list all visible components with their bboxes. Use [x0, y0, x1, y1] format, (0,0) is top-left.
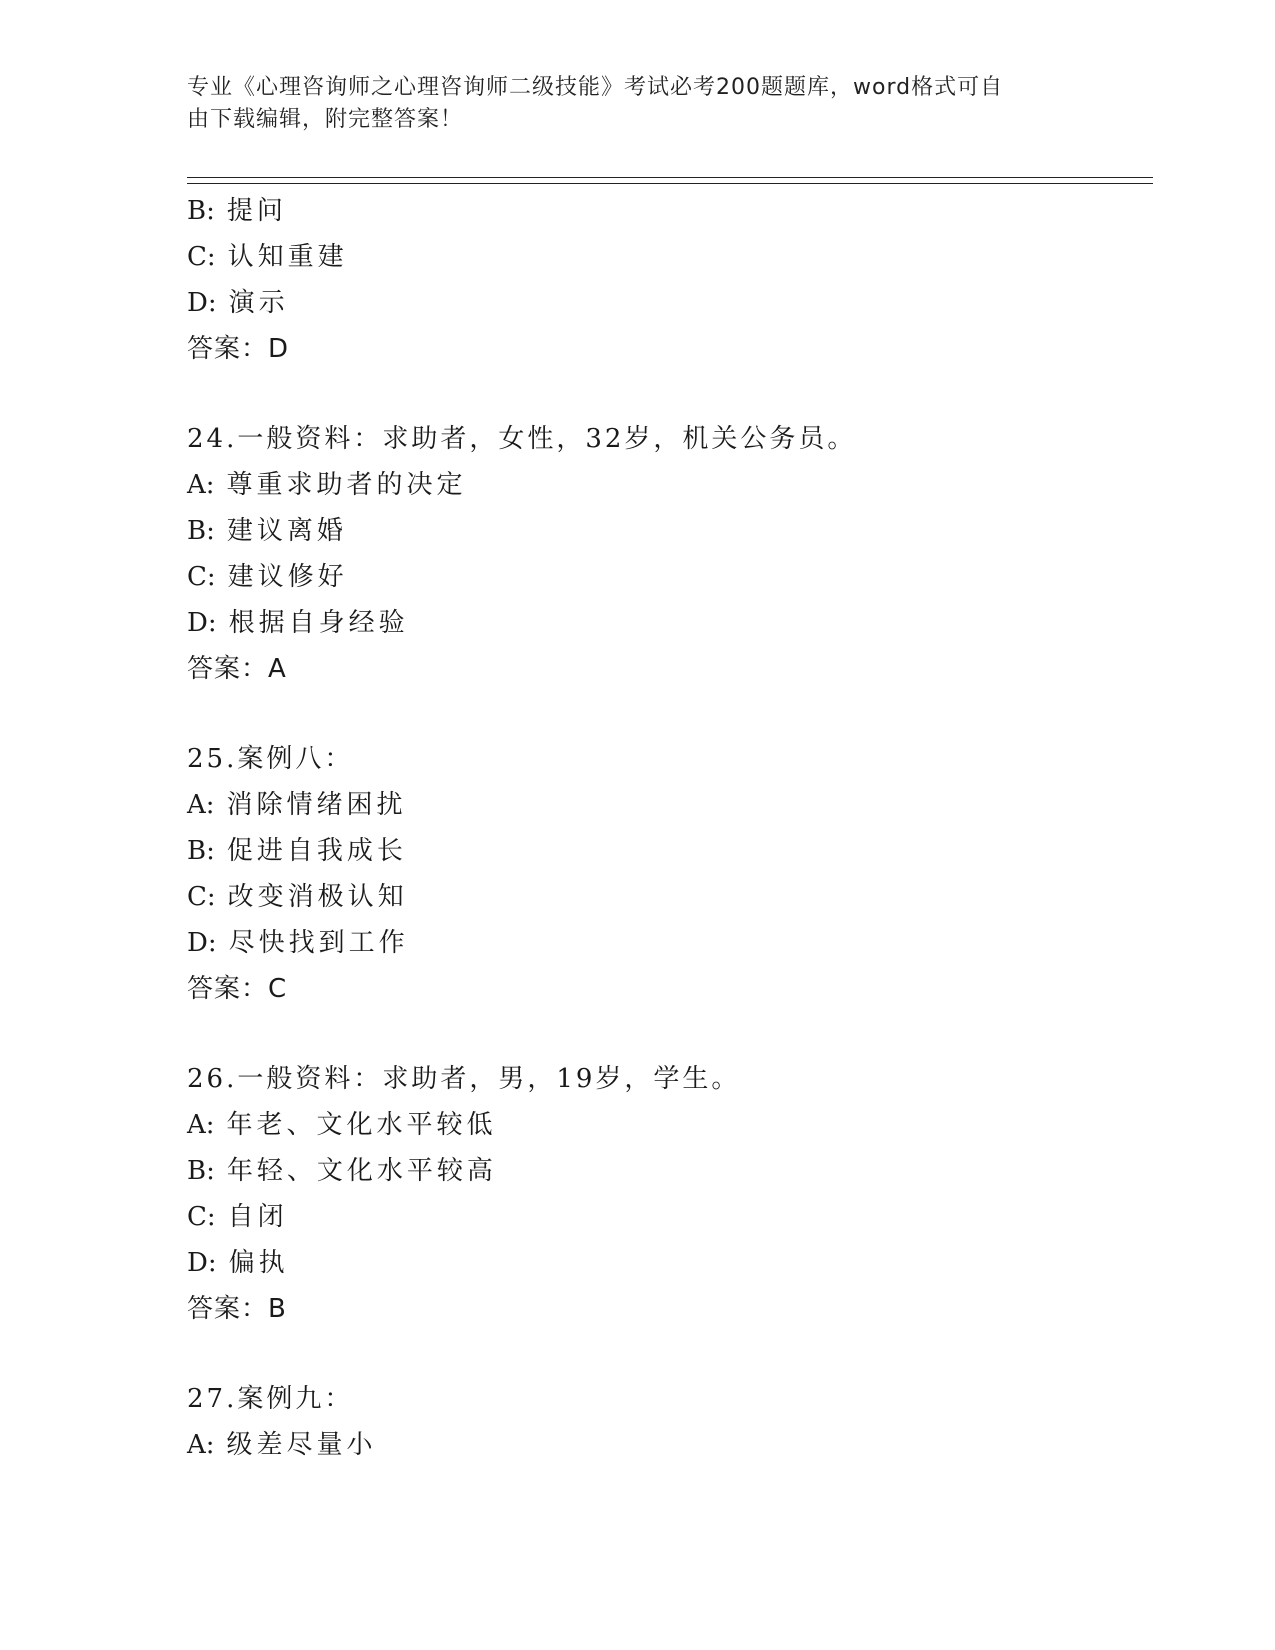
option-a: A: 级差尽量小 [187, 1430, 377, 1460]
option-c: C: 自闭 [187, 1202, 288, 1232]
option-b: B: 建议离婚 [187, 516, 347, 546]
option-a: A: 尊重求助者的决定 [187, 470, 467, 500]
option-b: B: 促进自我成长 [187, 836, 407, 866]
question-block-26 [187, 1056, 1147, 1332]
option-d: D: 演示 [187, 288, 289, 318]
header-rule-top [187, 177, 1153, 178]
question-stem: 24.一般资料：求助者，女性，32岁，机关公务员。 [187, 424, 857, 454]
question-stem: 25.案例八： [187, 744, 354, 774]
answer-line: 答案：C [187, 974, 288, 1004]
answer-line: 答案：A [187, 654, 287, 684]
question-stem: 27.案例九： [187, 1384, 354, 1414]
header-line-1: 专业《心理咨询师之心理咨询师二级技能》考试必考200题题库，word格式可自 [187, 75, 1004, 100]
header-line-2: 由下载编辑，附完整答案！ [187, 107, 464, 132]
question-list [187, 188, 1147, 1468]
option-b: B: 年轻、文化水平较高 [187, 1156, 497, 1186]
option-b: B: 提问 [187, 196, 287, 226]
question-block-24 [187, 416, 1147, 692]
question-block-23 [187, 188, 1147, 372]
option-a: A: 消除情绪困扰 [187, 790, 407, 820]
option-c: C: 改变消极认知 [187, 882, 408, 912]
answer-line: 答案：D [187, 334, 290, 364]
option-c: C: 认知重建 [187, 242, 348, 272]
question-block-27 [187, 1376, 1147, 1468]
option-a: A: 年老、文化水平较低 [187, 1110, 497, 1140]
option-d: D: 尽快找到工作 [187, 928, 409, 958]
option-d: D: 根据自身经验 [187, 608, 409, 638]
option-d: D: 偏执 [187, 1248, 289, 1278]
answer-line: 答案：B [187, 1294, 287, 1324]
page-header [187, 72, 1067, 136]
option-c: C: 建议修好 [187, 562, 348, 592]
header-rule-bottom [187, 183, 1153, 184]
question-stem: 26.一般资料：求助者，男，19岁，学生。 [187, 1064, 741, 1094]
question-block-25 [187, 736, 1147, 1012]
